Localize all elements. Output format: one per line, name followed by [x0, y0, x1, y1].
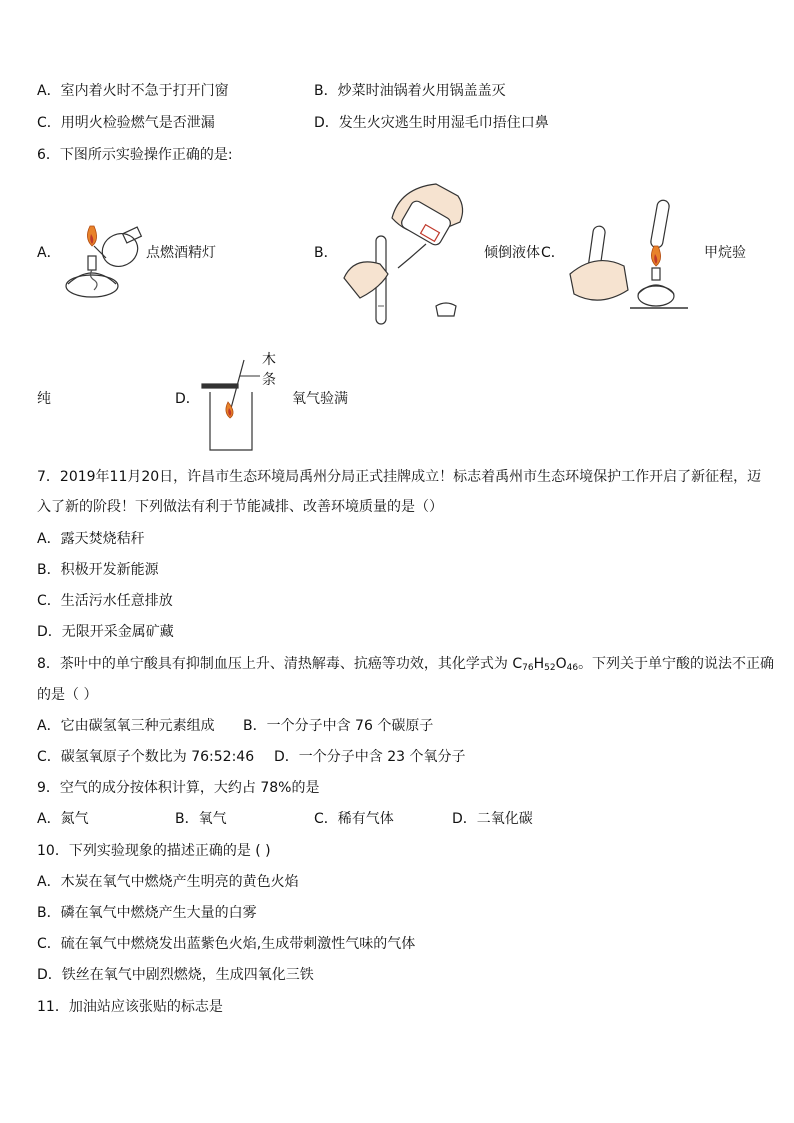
- q6-option-d-letter: D．: [175, 391, 200, 407]
- q7-stem-line1: 7．2019年11月20日，许昌市生态环境局禹州分局正式挂牌成立！标志着禹州市生态环境保护工作开启了新征程，迈: [37, 469, 762, 485]
- q6-option-b-label: 倾倒液体: [484, 245, 540, 261]
- pouring-liquid-figure: [340, 178, 480, 326]
- q7-option-a: A．露天焚烧秸秆: [37, 531, 145, 547]
- q6-option-d-stick-label-2: 条: [262, 372, 276, 388]
- q7-option-b: B．积极开发新能源: [37, 562, 159, 578]
- q5-option-c: C．用明火检验燃气是否泄漏: [37, 115, 215, 131]
- q6-stem: 6．下图所示实验操作正确的是:: [37, 147, 233, 163]
- q8-stem-line2: 的是（ ）: [37, 687, 98, 703]
- q11-stem: 11．加油站应该张贴的标志是: [37, 999, 223, 1015]
- q8-option-b: B．一个分子中含 76 个碳原子: [243, 718, 434, 734]
- q8-stem-line1: 8．茶叶中的单宁酸具有抑制血压上升、清热解毒、抗癌等功效，其化学式为 $C_{76}H_{52}O_{46}$。下列关于单宁酸的说法不正确: [37, 656, 775, 673]
- q9-option-a: A．氮气: [37, 811, 89, 827]
- q10-stem: 10．下列实验现象的描述正确的是 ( ): [37, 843, 271, 859]
- q6-option-d-stick-label-1: 木: [262, 352, 276, 368]
- q8-option-c: C．碳氢氧原子个数比为 76:52:46: [37, 749, 255, 765]
- q9-option-b: B．氧气: [175, 811, 227, 827]
- q6-option-c-letter: C．: [541, 245, 565, 261]
- q9-option-d: D．二氧化碳: [452, 811, 533, 827]
- q8-option-d: D．一个分子中含 23 个氧分子: [274, 749, 466, 765]
- q10-option-c: C．硫在氧气中燃烧发出蓝紫色火焰,生成带刺激性气味的气体: [37, 936, 416, 952]
- q6-option-c-label: 甲烷验: [704, 245, 746, 261]
- q8-option-a: A．它由碳氢氧三种元素组成: [37, 718, 215, 734]
- q10-option-d: D．铁丝在氧气中剧烈燃烧，生成四氧化三铁: [37, 967, 314, 983]
- q5-option-d: D．发生火灾逃生时用湿毛巾捂住口鼻: [314, 115, 549, 131]
- q9-stem: 9．空气的成分按体积计算，大约占 78%的是: [37, 780, 320, 796]
- alcohol-lamp-lighting-figure: [58, 210, 146, 302]
- q7-stem-line2: 入了新的阶段！下列做法有利于节能减排、改善环境质量的是（）: [37, 499, 443, 515]
- q6-option-a-letter: A．: [37, 245, 61, 261]
- oxygen-full-test-figure: [200, 350, 260, 454]
- q5-option-b: B．炒菜时油锅着火用锅盖盖灭: [314, 83, 506, 99]
- q5-option-a: A．室内着火时不急于打开门窗: [37, 83, 229, 99]
- q7-option-c: C．生活污水任意排放: [37, 593, 173, 609]
- q7-option-d: D．无限开采金属矿藏: [37, 624, 174, 640]
- q6-option-c-label-continued: 纯: [37, 391, 51, 407]
- methane-purity-test-figure: [566, 196, 696, 312]
- q10-option-a: A．木炭在氧气中燃烧产生明亮的黄色火焰: [37, 874, 299, 890]
- q6-option-b-letter: B．: [314, 245, 338, 261]
- q10-option-b: B．磷在氧气中燃烧产生大量的白雾: [37, 905, 257, 921]
- q6-option-d-label: 氧气验满: [292, 391, 348, 407]
- q9-option-c: C．稀有气体: [314, 811, 394, 827]
- q6-option-a-label: 点燃酒精灯: [146, 245, 216, 261]
